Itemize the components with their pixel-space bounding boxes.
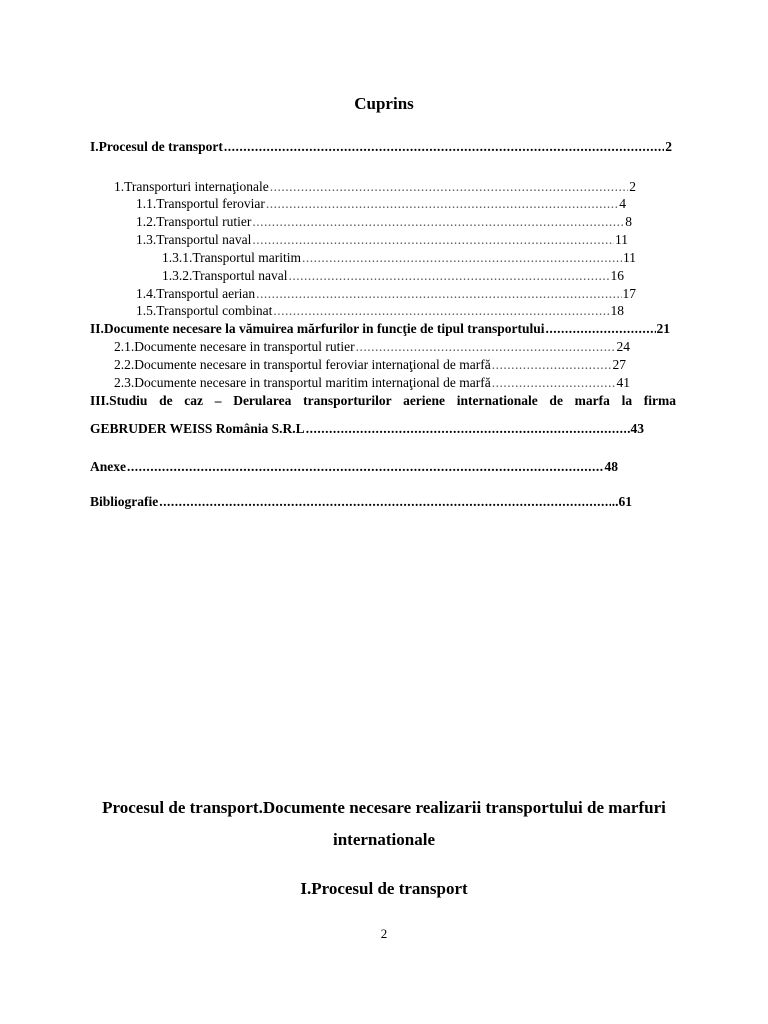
toc-leader [302,250,622,266]
document-heading-line1: Procesul de transport.Documente necesare realizarii transportului de marfuri [102,798,666,817]
page-number: 2 [380,926,388,941]
toc-entry-1-3[interactable] [136,232,628,248]
toc-entry-label: 1.3.Transportul naval [136,232,252,247]
toc-entry-chapter-3-line1[interactable]: III.Studiu de caz – Derularea transporturilor aeriene internationale de marfa la firma [90,393,676,408]
toc-entry-label: GEBRUDER WEISS România S.R.L [90,421,305,436]
toc-leader [252,232,614,248]
toc-entry-1-5[interactable] [136,303,624,319]
toc-entry-1-1[interactable] [136,196,626,212]
toc-entry-1-2[interactable] [136,214,632,230]
toc-leader [252,214,624,230]
toc-entry-1[interactable] [114,179,636,195]
toc-entry-page: 21 [656,321,670,336]
toc-entry-page: 4 [619,196,626,211]
toc-leader [545,321,655,337]
toc-leader [289,268,610,284]
toc-entry-2-3[interactable] [114,375,630,391]
toc-leader [256,286,621,302]
toc-title: Cuprins [354,94,414,113]
toc-entry-label: 1.3.1.Transportul maritim [162,250,302,265]
toc-entry-label: II.Documente necesare la vămuirea mărfurilor in funcţie de tipul transportului [90,321,545,336]
toc-entry-label: 1.3.2.Transportul naval [162,268,288,283]
toc-entry-label: 1.5.Transportul combinat [136,303,273,318]
toc-entry-page: 41 [616,375,630,390]
toc-entry-label: 2.3.Documente necesare in transportul maritim internaţional de marfă [114,375,491,390]
toc-entry-page: 48 [604,459,618,474]
toc-entry-page: .43 [627,421,644,436]
toc-entry-label: 1.2.Transportul rutier [136,214,252,229]
toc-entry-label: I.Procesul de transport [90,139,223,154]
document-heading-line2: internationale [333,830,435,849]
toc-leader [224,139,664,155]
toc-entry-chapter-2[interactable] [90,321,670,337]
toc-entry-page: 2 [665,139,672,154]
toc-entry-bibliografie[interactable] [90,494,632,510]
toc-entry-page: 11 [615,232,628,247]
toc-entry-label: 2.2.Documente necesare in transportul feroviar internaţional de marfă [114,357,491,372]
toc-entry-page: 16 [610,268,624,283]
toc-entry-page: 2 [629,179,636,194]
toc-leader [270,179,629,195]
toc-entry-anexe[interactable] [90,459,618,475]
toc-entry-page: 11 [623,250,636,265]
toc-entry-page: 18 [610,303,624,318]
toc-entry-1-3-2[interactable] [162,268,624,284]
toc-entry-chapter-1[interactable] [90,139,672,155]
toc-entry-label: 1.Transporturi internaţionale [114,179,269,194]
toc-entry-2-2[interactable] [114,357,626,373]
toc-leader [492,375,616,391]
toc-entry-chapter-3[interactable] [90,421,644,437]
toc-entry-label: Anexe [90,459,126,474]
section-heading: I.Procesul de transport [300,879,468,898]
toc-leader [306,421,626,437]
toc-leader [127,459,604,475]
toc-entry-page: 24 [616,339,630,354]
toc-entry-label: 1.4.Transportul aerian [136,286,256,301]
toc-entry-label: 1.1.Transportul feroviar [136,196,265,211]
toc-entry-page: 27 [612,357,626,372]
toc-entry-1-3-1[interactable] [162,250,636,266]
toc-leader [159,494,611,510]
toc-entry-page: 8 [625,214,632,229]
toc-leader [266,196,618,212]
toc-entry-2-1[interactable] [114,339,630,355]
toc-leader [492,357,612,373]
toc-leader [356,339,616,355]
toc-leader [273,303,609,319]
toc-entry-page: 17 [622,286,636,301]
toc-entry-label: Bibliografie [90,494,159,509]
toc-entry-page: ..61 [611,494,632,509]
toc-entry-label: 2.1.Documente necesare in transportul rutier [114,339,355,354]
toc-entry-1-4[interactable] [136,286,636,302]
